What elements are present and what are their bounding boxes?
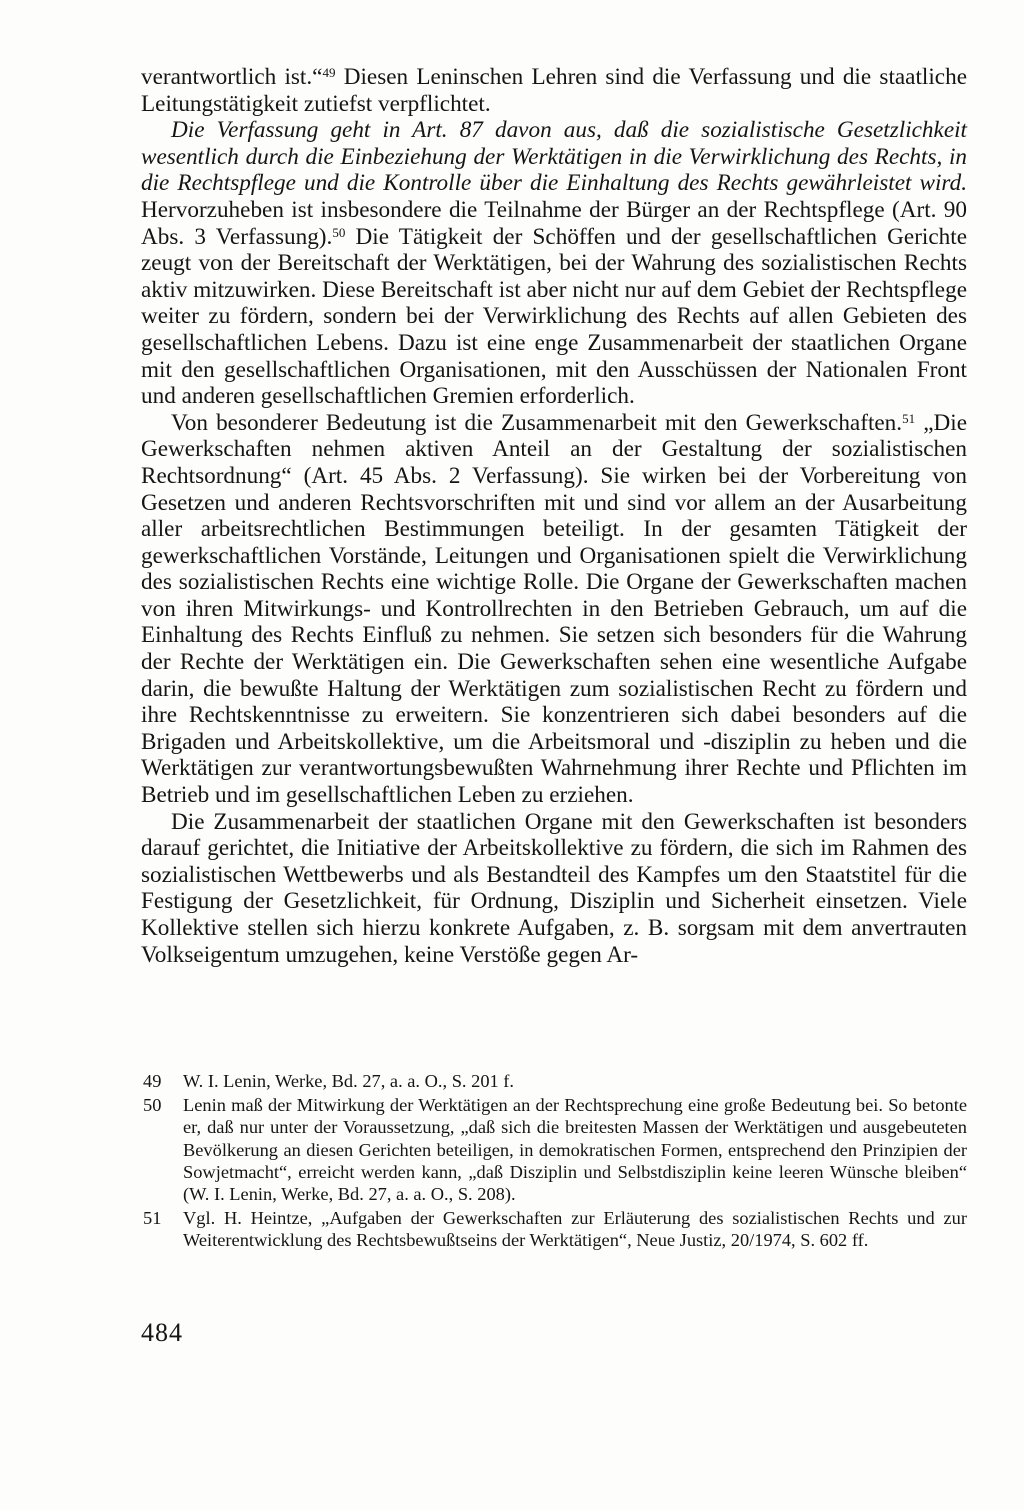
footnote-text: W. I. Lenin, Werke, Bd. 27, a. a. O., S. 201 f.: [183, 1071, 515, 1091]
italic-text-run: Die Verfassung geht in Art. 87 davon aus, daß die sozialistische Gesetzlichkeit wesentlich durch die Einbeziehung der Werktätigen in die Verwirklichung des Rechts, in die Rechtspflege und die Kontrolle über die Einhaltung des Rechts gewährleistet wird.: [141, 117, 967, 197]
footnote-number: 51: [143, 1208, 162, 1229]
footnote-49: [141, 1070, 967, 1092]
footnote-ref-50: 50: [332, 224, 346, 240]
text-run: verantwortlich ist.“: [141, 64, 323, 90]
paragraph-3: [141, 410, 967, 809]
footnote-50: [141, 1094, 967, 1205]
footnote-text: Lenin maß der Mitwirkung der Werktätigen an der Rechtsprechung eine große Bedeutung bei. So betonte er, daß nur unter der Voraussetzung, „daß sich die breitesten Massen der Werktätigen und ausgebeuteten Bevölkerung an diesen Gerichten beteiligen, in demokratischen Formen, entsprechend den Prinzipien der Sowjetmacht“, erreicht werden kann, „daß Disziplin und Selbstdisziplin keine leeren Wünsche bleiben“ (W. I. Lenin, Werke, Bd. 27, a. a. O., S. 208).: [183, 1095, 967, 1205]
main-text: [141, 64, 967, 968]
text-run: „Die Gewerkschaften nehmen aktiven Anteil an der Gestaltung der sozialistischen Rechtsordnung“ (Art. 45 Abs. 2 Verfassung). Sie wirken bei der Vorbereitung von Gesetzen und anderen Rechtsvorschriften mit und sind vor allem an der Ausarbeitung aller arbeitsrechtlichen Bestimmungen beteiligt. In der gesamten Tätigkeit der gewerkschaftlichen Vorstände, Leitungen und Organisationen spielt die Verwirklichung des sozialistischen Rechts eine wichtige Rolle. Die Organe der Gewerkschaften machen von ihren Mitwirkungs- und Kontrollrechten in den Betrieben Gebrauch, um auf die Einhaltung des Rechts Einfluß zu nehmen. Sie setzen sich besonders für die Wahrung der Rechte der Werktätigen ein. Die Gewerkschaften sehen eine wesentliche Aufgabe darin, die bewußte Haltung der Werktätigen zum sozialistischen Recht zu fördern und ihre Rechtskenntnisse zu erweitern. Sie konzentrieren sich dabei besonders auf die Brigaden und Arbeitskollektive, um die Arbeitsmoral und -disziplin zu heben und die Werktätigen zur verantwortungsbewußten Wahrnehmung ihrer Rechte und Pflichten im Betrieb und im gesellschaftlichen Leben zu erziehen.: [141, 409, 967, 809]
text-run: Diesen Leninschen Lehren sind die Verfassung und die staatliche Leitungstätigkeit zutiefst verpflichtet.: [141, 64, 967, 117]
footnote-ref-51: 51: [902, 410, 916, 426]
page-number: 484: [141, 1318, 183, 1347]
footnote-ref-49: 49: [322, 64, 336, 80]
text-run: Die Tätigkeit der Schöffen und der gesellschaftlichen Gerichte zeugt von der Bereitschaft der Werktätigen, bei der Wahrung des sozialistischen Rechts aktiv mitzuwirken. Diese Bereitschaft ist aber nicht nur auf dem Gebiet der Rechtspflege weiter zu fördern, sondern bei der Verwirklichung des Rechts auf allen Gebieten des gesellschaftlichen Lebens. Dazu ist eine enge Zusammenarbeit der staatlichen Organe mit den gesellschaftlichen Organisationen, mit den Ausschüssen der Nationalen Front und anderen gesellschaftlichen Gremien erforderlich.: [141, 223, 967, 410]
footnote-number: 50: [143, 1095, 162, 1116]
text-run: Hervorzuheben ist insbesondere die Teilnahme der Bürger an der Rechtspflege (Art. 90 Abs. 3 Verfassung).: [141, 196, 967, 250]
footnote-text: Vgl. H. Heintze, „Aufgaben der Gewerkschaften zur Erläuterung des sozialistischen Rechts und zur Weiterentwicklung des Rechtsbewußtseins der Werktätigen“, Neue Justiz, 20/1974, S. 602 ff.: [183, 1208, 967, 1251]
paragraph-1: [141, 64, 967, 117]
paragraph-2: [141, 117, 967, 410]
footnotes-section: [141, 1070, 967, 1254]
text-run: Von besonderer Bedeutung ist die Zusammenarbeit mit den Gewerkschaften.: [171, 409, 903, 436]
footnote-51: [141, 1207, 967, 1251]
paragraph-4: [141, 809, 967, 969]
text-run: Die Zusammenarbeit der staatlichen Organe mit den Gewerkschaften ist besonders darauf gerichtet, die Initiative der Arbeitskollektive zu fördern, die sich im Rahmen des sozialistischen Wettbewerbs und als Bestandteil des Kampfes um den Staatstitel für die Festigung der Gesetzlichkeit, für Ordnung, Disziplin und Sicherheit einsetzen. Viele Kollektive stellen sich hierzu konkrete Aufgaben, z. B. sorgsam mit dem anvertrauten Volkseigentum umzugehen, keine Verstöße gegen Ar-: [141, 808, 967, 968]
footnote-number: 49: [143, 1071, 162, 1091]
